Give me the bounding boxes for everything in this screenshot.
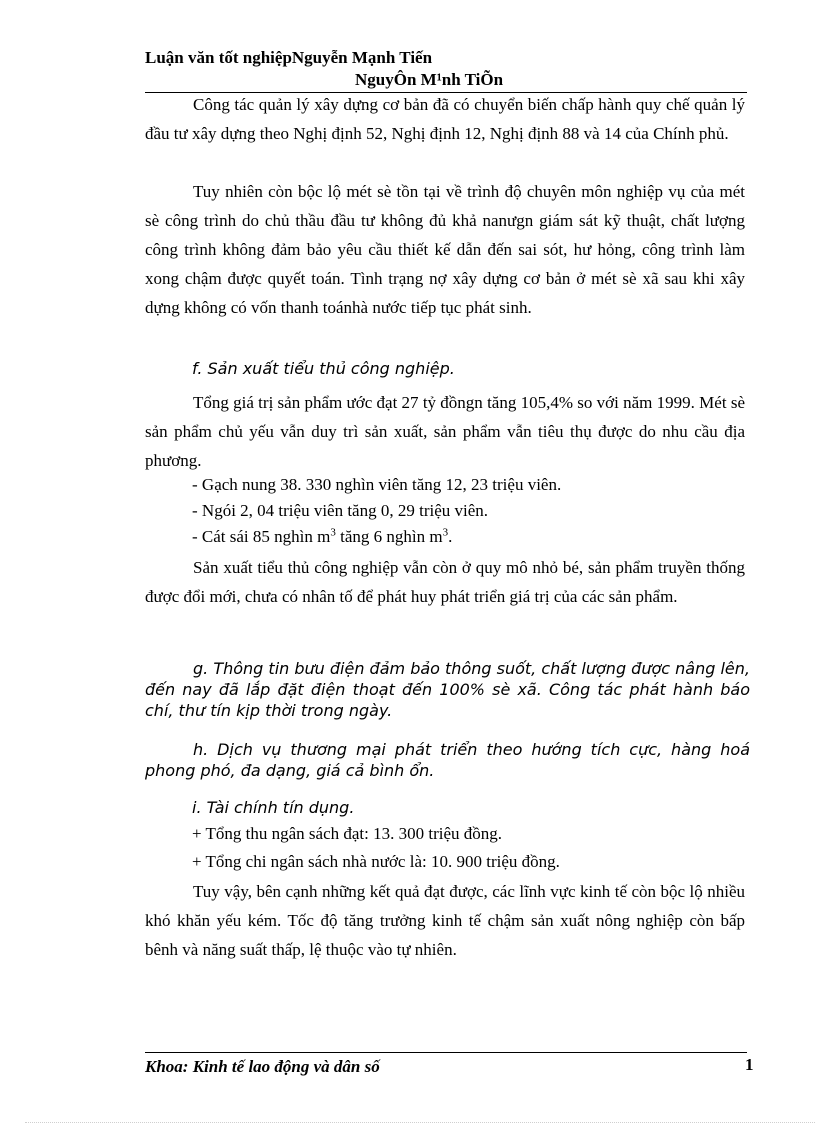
paragraph-handicraft-scale: Sản xuất tiểu thủ công nghiệp vẫn còn ở quy mô nhỏ bé, sản phẩm truyền thống được đổi mới, chưa có nhân tố để phát huy phát triển giá trị của các sản phẩm. (145, 558, 745, 606)
header-author: NguyÔn M¹nh TiÕn (355, 70, 504, 89)
page-number: 1 (745, 1055, 754, 1074)
list-item-expenditure: + Tổng chi ngân sách nhà nước là: 10. 900 triệu đồng. (192, 852, 560, 871)
footer-department: Khoa: Kinh tế lao động và dân số (145, 1057, 380, 1076)
paragraph-trade-services: h. Dịch vụ thương mại phát triển theo hướng tích cực, hàng hoá phong phó, đa dạng, giá cả bình ổn. (145, 740, 750, 780)
paragraph-handicraft: Tổng giá trị sản phẩm ước đạt 27 tỷ đồngn tăng 105,4% so với năm 1999. Mét sè sản phẩm chủ yếu vẫn duy trì sản xuất, sản phẩm vẫn tiêu thụ được do nhu cầu địa phương. (145, 393, 745, 470)
heading-finance: i. Tài chính tín dụng. (192, 798, 355, 817)
paragraph-shortcomings: Tuy nhiên còn bộc lộ mét sè tồn tại về trình độ chuyên môn nghiệp vụ của mét sè công trình do chủ thầu đầu tư không đủ khả nanưgn giám sát kỹ thuật, chất lượng công trình không đảm bảo yêu cầu thiết kế dẫn đến sai sót, hư hỏng, công trình làm xong chậm được quyết toán. Tình trạng nợ xây dựng cơ bản ở mét sè xã sau khi xây dựng không có vốn thanh toánhà nước tiếp tục phát sinh. (145, 182, 745, 317)
paragraph-construction: Công tác quản lý xây dựng cơ bản đã có chuyển biến chấp hành quy chế quản lý đầu tư xây dựng theo Nghị định 52, Nghị định 12, Nghị định 88 và 14 của Chính phủ. (145, 95, 745, 143)
list-item-sand: - Cát sái 85 nghìn $m^3$ tăng 6 nghìn $m^3$. (192, 526, 453, 546)
heading-handicraft: f. Sản xuất tiểu thủ công nghiệp. (192, 359, 455, 378)
list-item-bricks: - Gạch nung 38. 330 nghìn viên tăng 12, 23 triệu viên. (192, 475, 562, 494)
list-item-revenue: + Tổng thu ngân sách đạt: 13. 300 triệu đồng. (192, 824, 503, 843)
paragraph-post-telecom: g. Thông tin bưu điện đảm bảo thông suốt, chất lượng được nâng lên, đến nay đã lắp đặt điện thoạt đến 100% sè xã. Công tác phát hành báo chí, thư tín kịp thời trong ngày. (145, 659, 750, 720)
paragraph-conclusion: Tuy vậy, bên cạnh những kết quả đạt được, các lĩnh vực kinh tế còn bộc lộ nhiều khó khăn yếu kém. Tốc độ tăng trưởng kinh tế chậm sản xuất nông nghiệp còn bấp bênh và năng suất thấp, lệ thuộc vào tự nhiên. (145, 882, 745, 959)
list-item-tiles: - Ngói 2, 04 triệu viên tăng 0, 29 triệu viên. (192, 501, 489, 520)
footer-rule (145, 1052, 747, 1053)
header-title: Luận văn tốt nghiệpNguyễn Mạnh Tiến (145, 48, 433, 67)
